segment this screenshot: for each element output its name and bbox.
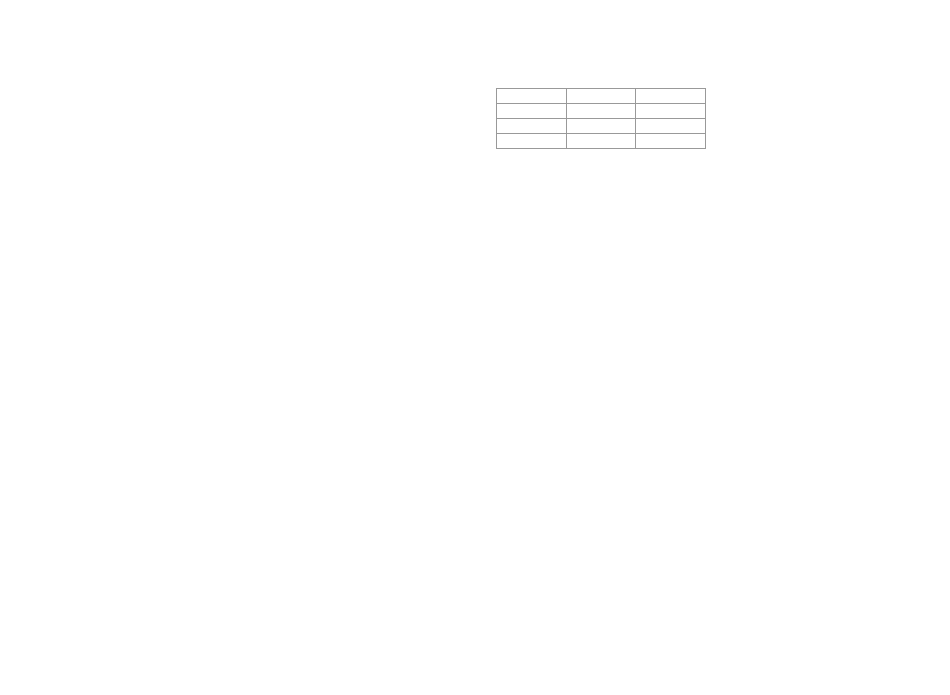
right-column-line xyxy=(496,444,892,457)
left-column-line xyxy=(72,266,464,279)
right-column-line xyxy=(496,616,892,629)
right-column-line xyxy=(496,405,892,418)
left-column-line xyxy=(72,292,464,305)
right-column-line xyxy=(496,458,892,471)
right-column-line xyxy=(496,181,892,194)
table-cell xyxy=(636,104,706,119)
right-intro-line xyxy=(496,72,892,85)
right-column-line xyxy=(496,523,892,536)
right-column-line xyxy=(496,247,892,260)
right-column-line xyxy=(496,603,892,616)
right-column-line xyxy=(496,260,892,273)
left-column-line xyxy=(72,385,464,398)
left-column-line xyxy=(72,174,464,187)
left-column-line xyxy=(72,81,464,94)
left-column-line xyxy=(72,121,464,134)
table-cell xyxy=(636,119,706,134)
left-column-line xyxy=(72,596,464,609)
right-column-line xyxy=(496,273,892,286)
left-column-line xyxy=(72,543,464,556)
right-column-line xyxy=(496,471,892,484)
right-column-line xyxy=(496,589,892,602)
right-column-line xyxy=(496,220,892,233)
right-column-intro xyxy=(496,72,892,85)
right-column-line xyxy=(496,418,892,431)
left-column-line xyxy=(72,398,464,411)
left-column-line xyxy=(72,279,464,292)
right-column-line xyxy=(496,299,892,312)
left-column-line xyxy=(72,319,464,332)
right-column-line xyxy=(496,537,892,550)
table-cell xyxy=(497,134,567,149)
left-column-line xyxy=(72,239,464,252)
left-column-line xyxy=(72,450,464,463)
left-column-line xyxy=(72,187,464,200)
table-cell xyxy=(497,104,567,119)
left-column-line xyxy=(72,582,464,595)
table-row xyxy=(497,134,706,149)
left-column-line xyxy=(72,503,464,516)
table-row xyxy=(497,89,706,104)
left-column-line xyxy=(72,108,464,121)
right-column-line xyxy=(496,154,892,167)
right-column-line xyxy=(496,392,892,405)
left-column-line xyxy=(72,134,464,147)
right-column-line xyxy=(496,431,892,444)
table-cell xyxy=(636,89,706,104)
right-column xyxy=(496,72,892,695)
right-column-text xyxy=(496,154,892,695)
left-column-line xyxy=(72,94,464,107)
right-column-line xyxy=(496,655,892,668)
right-column-line xyxy=(496,194,892,207)
right-column-line xyxy=(496,510,892,523)
left-column-line xyxy=(72,226,464,239)
right-column-line xyxy=(496,642,892,655)
left-column-line xyxy=(72,569,464,582)
right-column-line xyxy=(496,207,892,220)
right-column-line xyxy=(496,563,892,576)
right-column-line xyxy=(496,550,892,563)
left-column-line xyxy=(72,464,464,477)
left-column-line xyxy=(72,477,464,490)
left-column-line xyxy=(72,147,464,160)
left-column-line xyxy=(72,200,464,213)
right-column-line xyxy=(496,339,892,352)
left-column-line xyxy=(72,332,464,345)
right-column-line xyxy=(496,286,892,299)
left-column-line xyxy=(72,622,464,635)
table-cell xyxy=(497,119,567,134)
table-cell xyxy=(566,119,636,134)
left-column-line xyxy=(72,516,464,529)
right-column-line xyxy=(496,233,892,246)
left-column-line xyxy=(72,530,464,543)
left-column-line xyxy=(72,437,464,450)
regions-table xyxy=(496,88,706,149)
left-column-line xyxy=(72,253,464,266)
left-column-line xyxy=(72,305,464,318)
right-column-line xyxy=(496,378,892,391)
table-cell xyxy=(566,104,636,119)
left-column-line xyxy=(72,609,464,622)
right-column-line xyxy=(496,682,892,695)
right-column-line xyxy=(496,669,892,682)
table-cell xyxy=(566,89,636,104)
left-column xyxy=(72,68,464,648)
left-column-line xyxy=(72,424,464,437)
right-column-line xyxy=(496,326,892,339)
right-column-line xyxy=(496,576,892,589)
table-row xyxy=(497,119,706,134)
right-column-line xyxy=(496,629,892,642)
left-column-line xyxy=(72,490,464,503)
right-column-line xyxy=(496,365,892,378)
right-column-line xyxy=(496,167,892,180)
left-column-line xyxy=(72,345,464,358)
table-row xyxy=(497,104,706,119)
table-cell xyxy=(566,134,636,149)
right-column-line xyxy=(496,484,892,497)
right-column-line xyxy=(496,312,892,325)
right-column-line xyxy=(496,497,892,510)
right-column-line xyxy=(496,352,892,365)
left-column-line xyxy=(72,371,464,384)
left-column-line xyxy=(72,358,464,371)
left-column-line xyxy=(72,556,464,569)
left-column-line xyxy=(72,68,464,81)
left-column-line xyxy=(72,411,464,424)
table-cell xyxy=(636,134,706,149)
left-column-line xyxy=(72,160,464,173)
table-cell xyxy=(497,89,567,104)
left-column-line xyxy=(72,213,464,226)
left-column-line xyxy=(72,635,464,648)
